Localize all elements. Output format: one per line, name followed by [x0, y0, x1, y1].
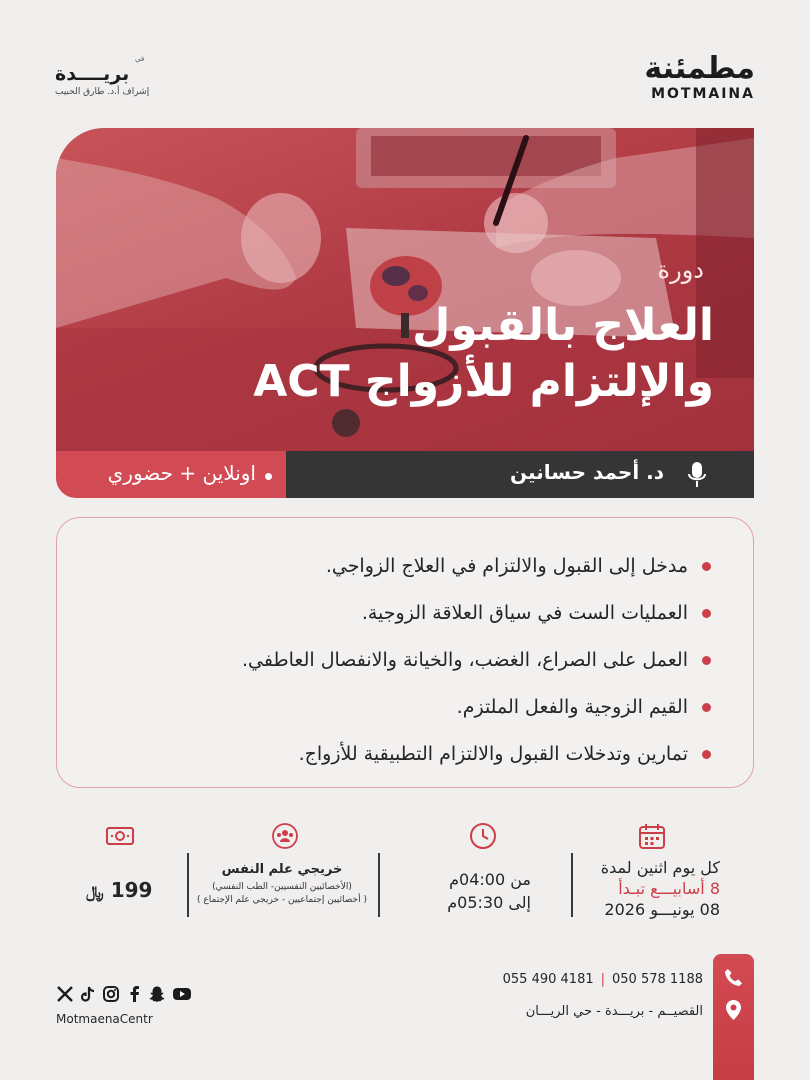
audience-line2: (الأخصائيين النفسيين- الطب النفسي) [212, 882, 352, 892]
social-handle[interactable]: MotmaenaCentr [56, 1012, 153, 1026]
phone-separator: | [600, 972, 606, 987]
money-icon [106, 825, 134, 847]
bullet-dot [702, 656, 711, 665]
schedule-line2: 8 أسابيـــع تبـدأ [618, 879, 720, 898]
bullet-dot [702, 703, 711, 712]
partner-small-text: في [135, 55, 145, 63]
audience-line1: خريجي علم النفس [221, 862, 343, 877]
bullet-dot [702, 609, 711, 618]
microphone-icon [688, 461, 706, 489]
divider [378, 853, 380, 917]
brand-logo [605, 52, 755, 102]
calendar-icon [638, 822, 666, 850]
topic-text: العمليات الست في سياق العلاقة الزوجية. [361, 602, 688, 624]
phone-icon [724, 968, 743, 987]
divider [187, 853, 189, 917]
group-icon [271, 822, 299, 850]
audience-line3: ( أخصائيين إجتماعيين - خريجي علم الإجتماع ) [197, 895, 367, 905]
price-currency: ﷼ [86, 882, 104, 901]
schedule-line3: 08 يونيـــو 2026 [604, 900, 720, 919]
list-item [242, 649, 711, 671]
time-end: إلى 05:30م [447, 893, 531, 912]
list-item [299, 743, 711, 765]
topic-text: العمل على الصراع، الغضب، والخيانة والانفصال العاطفي. [242, 649, 688, 671]
course-title [194, 298, 714, 410]
phone-number-1[interactable]: 050 578 1188 [612, 972, 703, 987]
topic-text: القيم الزوجية والفعل الملتزم. [456, 696, 688, 718]
course-label: دورة [657, 256, 704, 284]
list-item [362, 602, 711, 624]
mode-bullet [265, 473, 272, 480]
clock-icon [469, 822, 497, 850]
address: القصيــم - بريـــدة - حي الريـــان [525, 1004, 703, 1019]
partner-name: بريــــدة [55, 63, 130, 85]
price-value: 199 [110, 878, 153, 902]
divider [571, 853, 573, 917]
brand-name-ar: مطمئنة [644, 51, 755, 86]
topic-text: مدخل إلى القبول والالتزام في العلاج الزواجي. [325, 555, 688, 577]
audience-info [187, 862, 377, 905]
course-title-line2: والإلتزام للأزواج ACT [253, 356, 714, 407]
list-item [326, 555, 711, 577]
facebook-icon[interactable] [125, 985, 143, 1003]
phone-numbers [503, 972, 703, 987]
topics-box [56, 517, 754, 788]
schedule-info [601, 858, 720, 919]
x-icon[interactable] [56, 985, 74, 1003]
instagram-icon[interactable] [102, 985, 120, 1003]
mode-badge [56, 451, 286, 498]
mode-text: اونلاين + حضوري [107, 461, 256, 485]
time-start: من 04:00م [449, 870, 531, 889]
list-item [457, 696, 711, 718]
schedule-line1: كل يوم اثنين لمدة [600, 858, 720, 877]
contact-strip [713, 954, 754, 1080]
hero-banner [56, 128, 754, 451]
location-pin-icon [725, 999, 742, 1021]
course-title-line1: العلاج بالقبول [412, 300, 714, 351]
bullet-dot [702, 750, 711, 759]
price-info [86, 878, 152, 902]
presenter-name: د. أحمد حسانين [510, 460, 664, 484]
time-info [447, 870, 531, 912]
partner-logo [55, 55, 215, 97]
brand-name-en: MOTMAINA [651, 86, 755, 102]
tiktok-icon[interactable] [79, 985, 97, 1003]
topic-text: تمارين وتدخلات القبول والالتزام التطبيقية للأزواج. [298, 743, 688, 765]
partner-supervision: إشراف أ.د. طارق الحبيب [55, 87, 150, 97]
social-icons [56, 985, 193, 1003]
snapchat-icon[interactable] [148, 985, 166, 1003]
presenter-bar [286, 451, 754, 498]
youtube-icon[interactable] [171, 985, 193, 1003]
bullet-dot [702, 562, 711, 571]
phone-number-2[interactable]: 055 490 4181 [502, 972, 594, 987]
